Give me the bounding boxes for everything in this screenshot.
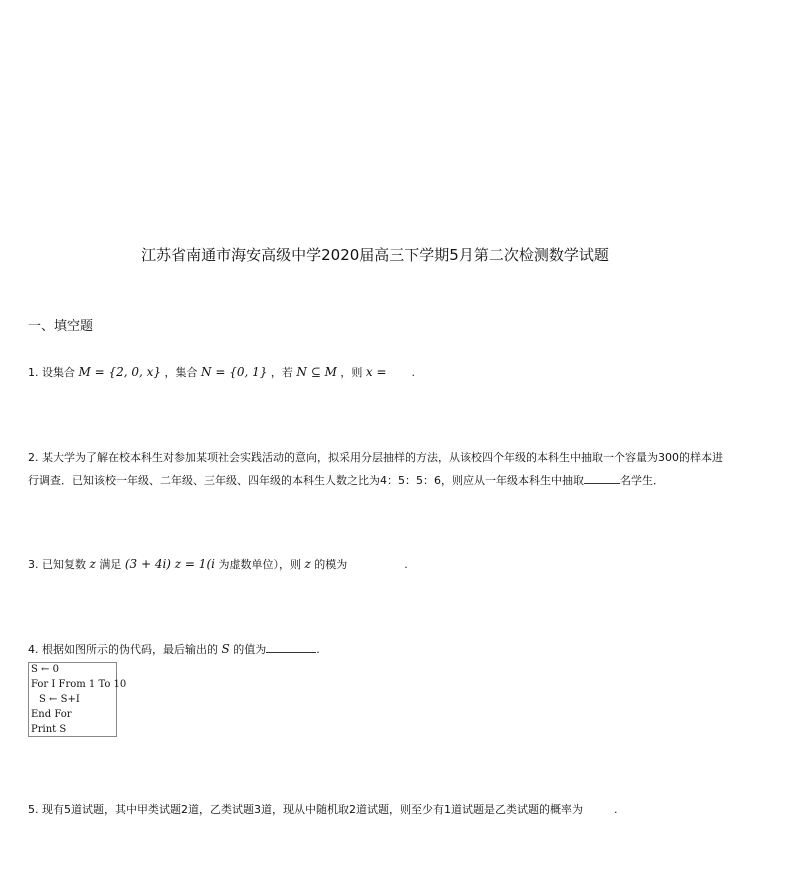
q2-text: 行调查．已知该校一年级、二年级、三年级、四年级的本科生人数之比为4：5：5：6，则应从一年级本科生中抽取 <box>28 474 584 487</box>
q4-answer-blank[interactable] <box>266 639 316 653</box>
q1-math-subset: N ⊆ M <box>296 365 337 379</box>
q4-text: 4. 根据如图所示的伪代码，最后输出的 <box>28 643 218 656</box>
q3-text: 为虚数单位），则 <box>218 558 301 571</box>
q3-math-i: i <box>211 557 215 571</box>
q3-text: 的模为 <box>314 558 348 571</box>
pseudocode-line: End For <box>31 709 72 720</box>
q2-line-2 <box>28 470 723 491</box>
q3-math-z: z <box>89 557 96 571</box>
pseudocode-line: Print S <box>31 724 67 735</box>
q5-text: . <box>613 803 618 816</box>
q3-math-z: z <box>304 557 311 571</box>
q3-text: . <box>404 558 408 571</box>
q1-text: ，若 <box>270 366 293 379</box>
q5-text: 5. 现有5道试题，其中甲类试题2道，乙类试题3道，现从中随机取2道试题，则至少有1道试题是乙类试题的概率为 <box>28 803 583 816</box>
q1-math-x: x = <box>365 365 387 379</box>
q1-math-set-m: M = {2, 0, x} <box>78 365 162 379</box>
question-5 <box>28 799 617 820</box>
q2-line-1: 2. 某大学为了解在校本科生对参加某项社会实践活动的意向，拟采用分层抽样的方法，从该校四个年级的本科生中抽取一个容量为300的样本进 <box>28 451 723 464</box>
question-4 <box>28 639 320 660</box>
page-title: 江苏省南通市海安高级中学2020届高三下学期5月第二次检测数学试题 <box>141 246 609 264</box>
q1-text: ，集合 <box>164 366 198 379</box>
pseudocode-line: S ← S+I <box>39 694 80 705</box>
q1-text: 1. 设集合 <box>28 366 75 379</box>
q3-math-equation: (3 + 4i) z = 1( <box>124 557 212 571</box>
q3-text: 3. 已知复数 <box>28 558 86 571</box>
question-3 <box>28 554 408 575</box>
q1-text: . <box>411 366 416 379</box>
pseudocode-line: S ← 0 <box>31 664 59 675</box>
q3-text: 满足 <box>99 558 122 571</box>
q2-answer-blank[interactable] <box>584 470 620 484</box>
q1-text: ，则 <box>340 366 363 379</box>
q4-math-s: S <box>221 642 230 656</box>
question-1 <box>28 362 415 383</box>
section-heading: 一、填空题 <box>28 319 94 334</box>
question-2 <box>28 447 723 491</box>
q4-text: . <box>316 643 320 656</box>
pseudocode-box <box>28 662 127 737</box>
q4-text: 的值为 <box>233 643 267 656</box>
q2-text: 名学生． <box>620 474 664 487</box>
pseudocode-line: For I From 1 To 10 <box>31 679 127 690</box>
q1-math-set-n: N = {0, 1} <box>201 365 268 379</box>
